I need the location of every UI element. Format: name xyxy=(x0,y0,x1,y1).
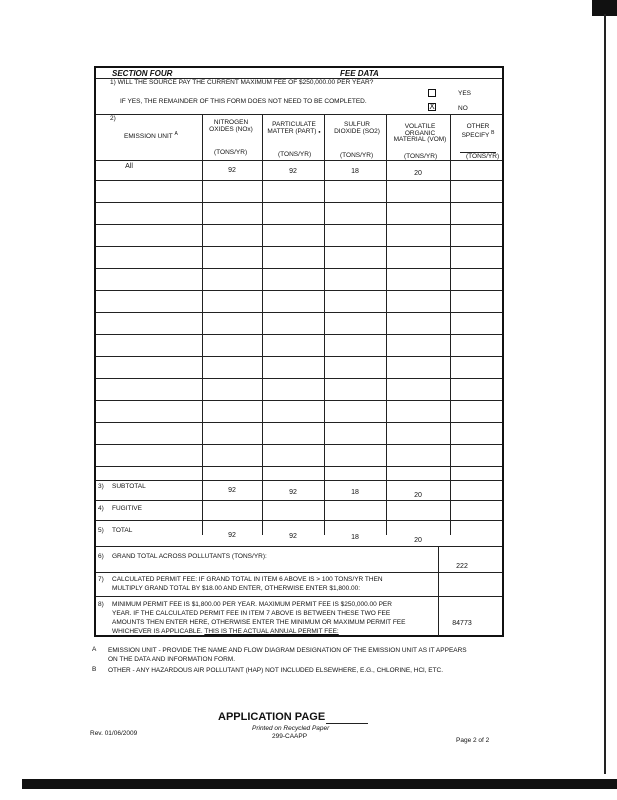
row-unit: All xyxy=(125,163,133,170)
q7-divider xyxy=(96,596,502,597)
col-other xyxy=(454,124,502,139)
row-line-3 xyxy=(96,224,502,225)
col-line-2 xyxy=(262,114,263,535)
row-line-2 xyxy=(96,202,502,203)
q3-name: SUBTOTAL xyxy=(112,483,146,490)
q8-line1: MINIMUM PERMIT FEE IS $1,800.00 PER YEAR. MAXIMUM PERMIT FEE IS $250,000.00 PER xyxy=(112,601,392,608)
row-line-6 xyxy=(96,290,502,291)
q5-part: 92 xyxy=(289,533,297,540)
q8-line4b: THIS IS THE ACTUAL ANNUAL PERMIT FEE: xyxy=(204,628,339,635)
col-line-1 xyxy=(202,114,203,535)
col-line-4 xyxy=(386,114,387,535)
row-voc: 20 xyxy=(414,170,422,177)
row-part: 92 xyxy=(289,168,297,175)
q1-divider xyxy=(96,114,502,115)
note-b-mark: B xyxy=(92,666,97,673)
row-line-13 xyxy=(96,444,502,445)
section-subtitle: FEE DATA xyxy=(340,69,379,78)
col-voc: VOLATILE ORGANIC MATERIAL (VOM) xyxy=(393,123,447,143)
q3-voc: 20 xyxy=(414,492,422,499)
scan-edge-right xyxy=(604,14,606,774)
q1-question: 1) WILL THE SOURCE PAY THE CURRENT MAXIMUM FEE OF $250,000.00 PER YEAR? xyxy=(110,79,374,86)
q6-text: GRAND TOTAL ACROSS POLLUTANTS (TONS/YR): xyxy=(112,553,267,560)
scan-edge-bottom xyxy=(22,779,617,789)
unit-so2: (TONS/YR) xyxy=(340,152,374,159)
header-row-bottom xyxy=(96,160,502,161)
row-so2: 18 xyxy=(351,168,359,175)
row-line-7 xyxy=(96,312,502,313)
col-line-3 xyxy=(324,114,325,535)
row-nox: 92 xyxy=(228,167,236,174)
q7-line2: MULTIPLY GRAND TOTAL BY $18.00 AND ENTER, OTHERWISE ENTER $1,800.00: xyxy=(112,585,361,592)
q7-label: 7) xyxy=(98,576,104,583)
col-part xyxy=(266,122,322,135)
q5-so2: 18 xyxy=(351,534,359,541)
col-other-note: B xyxy=(491,129,495,136)
q4-name: FUGITIVE xyxy=(112,505,142,512)
q7-line1: CALCULATED PERMIT FEE: IF GRAND TOTAL IN ITEM 6 ABOVE IS > 100 TONS/YR THEN xyxy=(112,576,383,583)
note-a-line1: EMISSION UNIT - PROVIDE THE NAME AND FLOW DIAGRAM DESIGNATION OF THE EMISSION UNIT AS IT APPEARS xyxy=(108,647,467,654)
col-other-text: OTHER SPECIFY xyxy=(461,123,490,139)
yes-label: YES xyxy=(458,90,472,97)
col-nox: NITROGEN OXIDES (NOx) xyxy=(209,119,253,133)
col-part-mark: ● xyxy=(318,128,321,134)
footer-rev: Rev. 01/06/2009 xyxy=(90,730,138,737)
row-line-9 xyxy=(96,356,502,357)
footer-title: APPLICATION PAGE xyxy=(218,711,326,723)
q2-label: 2) xyxy=(110,115,116,122)
row-line-1 xyxy=(96,180,502,181)
q5-name: TOTAL xyxy=(112,527,133,534)
q8-label: 8) xyxy=(98,601,104,608)
no-label: NO xyxy=(458,105,468,112)
col-so2: SULFUR DIOXIDE (SO2) xyxy=(334,121,380,135)
q8-line3: AMOUNTS THEN ENTER HERE, OTHERWISE ENTER THE MINIMUM OR MAXIMUM PERMIT FEE xyxy=(112,619,406,626)
row-line-4 xyxy=(96,246,502,247)
row-line-12 xyxy=(96,422,502,423)
q4-divider xyxy=(96,520,502,521)
q5-voc: 20 xyxy=(414,537,422,544)
col-line-5 xyxy=(450,114,451,535)
note-a-line2: ON THE DATA AND INFORMATION FORM. xyxy=(108,656,235,663)
unit-part: (TONS/YR) xyxy=(278,151,312,158)
row-line-15 xyxy=(96,480,502,481)
unit-other: (TONS/YR) xyxy=(466,153,500,160)
q3-part: 92 xyxy=(289,489,297,496)
footer-page: Page 2 of 2 xyxy=(456,737,490,744)
no-checkbox[interactable]: X xyxy=(429,102,435,111)
note-b-line1: OTHER - ANY HAZARDOUS AIR POLLUTANT (HAP) NOT INCLUDED ELSEWHERE, E.G., CHLORINE, HCl, ETC. xyxy=(108,667,444,674)
q5-nox: 92 xyxy=(228,532,236,539)
q6-value-box-line xyxy=(438,546,439,636)
q6-label: 6) xyxy=(98,553,104,560)
q3-nox: 92 xyxy=(228,487,236,494)
footer-printed: Printed on Recycled Paper xyxy=(252,725,330,732)
q8-line4a: WHICHEVER IS APPLICABLE. xyxy=(112,628,205,635)
col-emission-unit-note: A xyxy=(174,131,178,137)
q8-line2: YEAR. IF THE CALCULATED PERMIT FEE IN ITEM 7 ABOVE IS BETWEEN THESE TWO FEE xyxy=(112,610,391,617)
q8-line4 xyxy=(112,629,339,636)
other-specify-line xyxy=(460,152,496,153)
q4-label: 4) xyxy=(98,505,104,512)
col-part-text: PARTICULATE MATTER (PART) xyxy=(267,121,317,135)
fee-data-form xyxy=(94,66,504,637)
col-emission-unit-text: EMISSION UNIT xyxy=(124,133,173,141)
row-line-10 xyxy=(96,378,502,379)
unit-voc: (TONS/YR) xyxy=(404,153,438,160)
q3-so2: 18 xyxy=(351,489,359,496)
q5-label: 5) xyxy=(98,527,104,534)
q6-divider xyxy=(96,572,502,573)
col-emission-unit xyxy=(124,132,178,141)
row-line-11 xyxy=(96,400,502,401)
q6-value: 222 xyxy=(456,563,468,570)
q8-value: 84773 xyxy=(452,620,472,627)
yes-checkbox[interactable] xyxy=(428,89,436,97)
footer-code: 299-CAAPP xyxy=(272,733,308,740)
q3-label: 3) xyxy=(98,483,104,490)
note-a-mark: A xyxy=(92,646,97,653)
q5-divider xyxy=(96,546,502,547)
q1-note: IF YES, THE REMAINDER OF THIS FORM DOES NOT NEED TO BE COMPLETED. xyxy=(120,98,367,105)
row-line-5 xyxy=(96,268,502,269)
row-line-14 xyxy=(96,466,502,467)
section-title: SECTION FOUR xyxy=(112,69,173,78)
row-line-8 xyxy=(96,334,502,335)
footer-title-line xyxy=(326,723,368,724)
q3-divider xyxy=(96,500,502,501)
unit-nox: (TONS/YR) xyxy=(214,149,248,156)
